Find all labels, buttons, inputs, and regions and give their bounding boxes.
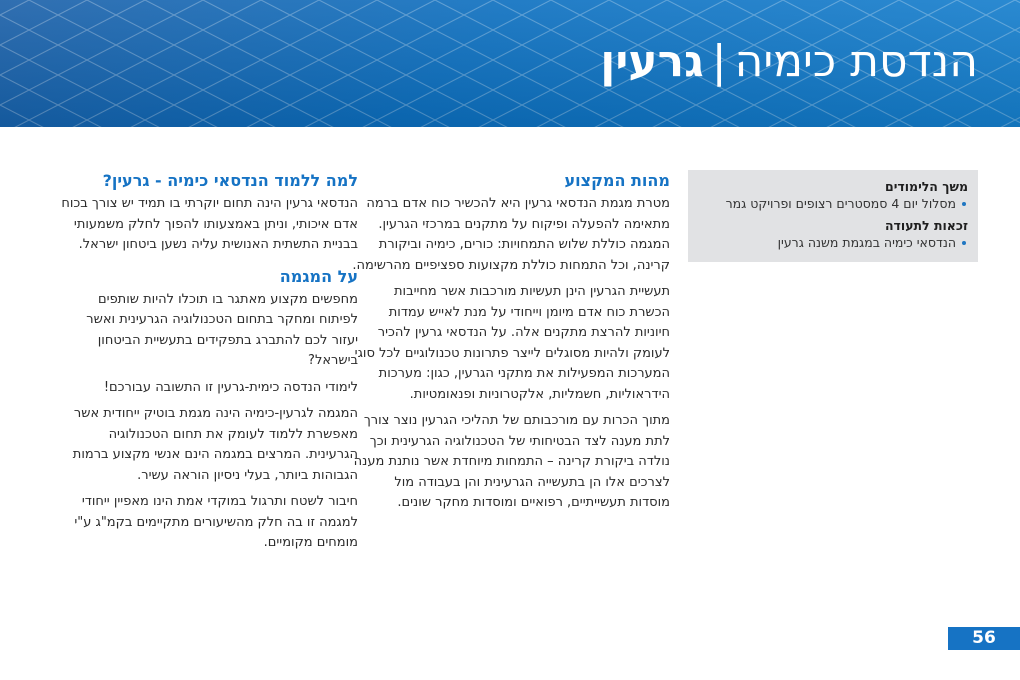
title-main: הנדסת כימיה	[734, 36, 978, 87]
profession-column	[352, 170, 670, 520]
profession-paragraph-3: מתוך הכרות עם מורכבותם של תהליכי הגרעין נוצר צורך לתת מענה לצד הבטיחותי של הטכנולוגיה הגרעינית וכך נולדה ביקורת קרינה – התמחות מיוחדת אשר נותנת מענה לצרכים אלו הן בתעשייה הגרעינית והן בעבודה מול מוסדות תעשייתיים, רפואיים ומוסדות מחקר שונים.	[353, 413, 670, 510]
profession-paragraph-1: מטרת מגמת הנדסאי גרעין היא להכשיר כוח אדם ברמה מתאימה להפעלה ופיקוח על מתקנים במרכזי הגרעין. המגמה כוללת שלוש התמחויות: כורים, כימיה וביקורת קרינה, וכל התמחות כוללת מקצועות ספציפיים מהרשימה.	[352, 196, 670, 273]
profession-heading: מהות המקצוע	[564, 171, 670, 190]
program-info-box	[688, 170, 978, 262]
title-separator: |	[711, 36, 727, 87]
why-study-heading: למה ללמוד הנדסאי כימיה - גרעין?	[102, 171, 358, 190]
why-study-paragraph: הנדסאי גרעין הינה תחום יוקרתי בו תמיד יש צורך בכוח אדם איכותי, וניתן באמצעותו להפוך לחלק משמעותי בבניית התשתית האנושית עליה נשען ביטחון ישראל.	[61, 196, 358, 252]
page-title	[600, 34, 978, 90]
about-paragraph-4: חיבור לשטח ותרגול במוקדי אמת הינו מאפיין ייחודי למגמה זו בה חלק מהשיעורים מתקיימים בקמ"ג ע"י מומחים מקומיים.	[74, 494, 358, 550]
certificate-item: הנדסאי כימיה במגמת משנה גרעין	[696, 234, 968, 252]
about-paragraph-2: לימודי הנדסה כימית-גרעין זו התשובה עבורכם!	[103, 379, 358, 395]
certificate-list	[696, 234, 968, 252]
about-program-heading: על המגמה	[279, 266, 358, 286]
duration-list	[696, 195, 968, 213]
about-paragraph-1: מחפשים מקצוע מאתגר בו תוכלו להיות שותפים לפיתוח ומחקר בתחום הטכנולוגיה הגרעינית ואשר יעזור לכם להתברג בתפקידים בתעשיית הביטחון בישראל?	[86, 291, 358, 368]
duration-item: מסלול יום 4 סמסטרים רצופים ופרויקט גמר	[696, 195, 968, 213]
why-study-column	[58, 170, 358, 560]
header-banner	[0, 0, 1020, 127]
certificate-label: זכאות לתעודה	[884, 218, 968, 233]
about-paragraph-3: המגמה לגרעין-כימיה הינה מגמת בוטיק ייחודית אשר מאפשרת ללמוד לעומק את תחום הטכנולוגיה הגרעינית. המרצים במגמה הינם אנשי מקצוע ברמות הגבוהות ביותר, בעלי ניסיון הוראה עשיר.	[72, 406, 358, 483]
page-number: 56	[948, 627, 1020, 650]
title-strong: גרעין	[600, 36, 704, 87]
info-column	[688, 170, 978, 262]
profession-paragraph-2: תעשיית הגרעין הינן תעשיות מורכבות אשר מחייבות הכשרת כוח אדם מיומן וייחודי על מנת לאייש עמדות חיוניות להרצת מתקנים אלה. על הנדסאי גרעין להכיר לעומק ולהיות מסוגלים לייצר פתרונות טכנולוגיים לכל סוגי המערכות המפעילות את מתקני הגרעין, כגון: מערכות הידראוליות, חשמליות, אלקטרוניות ופנאומטיות.	[354, 284, 670, 402]
duration-label: משך הלימודים	[885, 179, 968, 194]
